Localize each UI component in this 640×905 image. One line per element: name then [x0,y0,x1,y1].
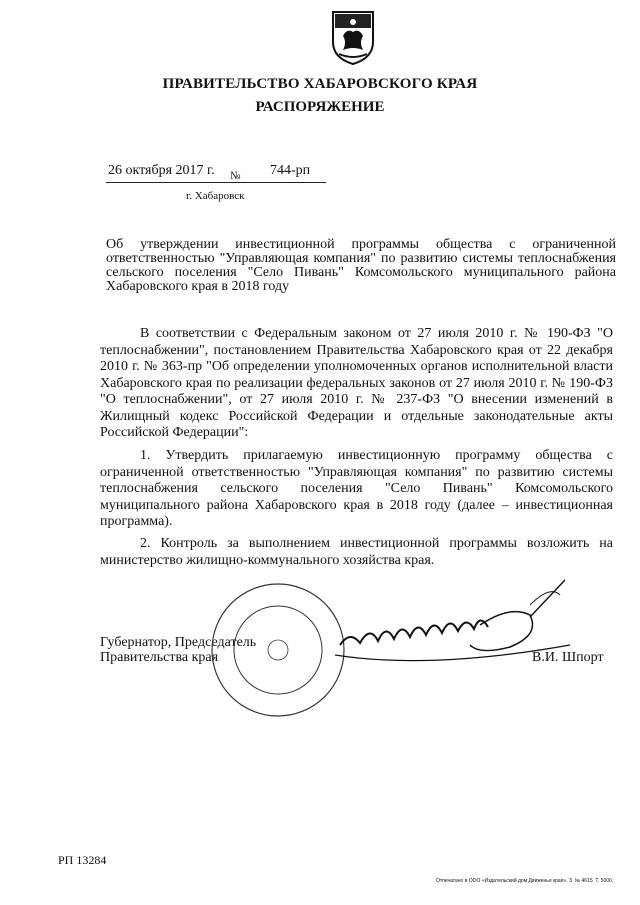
signer-name: В.И. Шпорт [532,650,604,665]
signer-position-line2: Правительства края [100,650,219,665]
item-1-paragraph: 1. Утвердить прилагаемую инвестиционную программу общества с ограниченной ответственностью "Управляющая компания" по развитию системы теплоснабжения сельского поселения "Село Пивань" Комсомольского муниципального района Хабаровского края в 2018 году (далее – инвестиционная программа). [100,448,613,529]
document-city: г. Хабаровск [186,190,245,202]
document-number: 744-рп [270,163,311,178]
registration-code: РП 13284 [58,853,107,867]
signer-position-line1: Губернатор, Председатель [100,635,257,650]
official-seal-icon [208,580,348,720]
coat-of-arms-icon [329,8,377,66]
government-name: ПРАВИТЕЛЬСТВО ХАБАРОВСКОГО КРАЯ [162,76,478,92]
item-2-paragraph: 2. Контроль за выполнением инвестиционной программы возложить на министерство жилищно-коммунального хозяйства края. [100,536,613,568]
document-date: 26 октября 2017 г. [108,163,215,178]
document-type: РАСПОРЯЖЕНИЕ [255,99,385,115]
printer-note: Отпечатано в ООО «Издательский дом Движенья края». З. № 4615. Т. 5000. [436,878,614,884]
document-title: Об утверждении инвестиционной программы общества с ограниченной ответственностью "Управляющая компания" по развитию системы теплоснабжения сельского поселения "Село Пивань" Комсомольского муниципального района Хабаровского края в 2018 году [106,237,616,294]
number-sign: № [230,170,241,182]
handwritten-signature-icon [330,575,580,685]
preamble-paragraph: В соответствии с Федеральным законом от 27 июля 2010 г. № 190-ФЗ "О теплоснабжении", постановлением Правительства Хабаровского края от 22 декабря 2010 г. № 363-пр "Об определении уполномоченных органов исполнительной власти Хабаровского края по реализации федеральных законов от 27 июля 2010 г. № 190-ФЗ "О теплоснабжении", от 27 июля 2010 г. № 237-ФЗ "О внесении изменений в Жилищный кодекс Российской Федерации и отдельные законодательные акты Российской Федерации": [100,326,613,440]
date-underline [106,182,326,183]
